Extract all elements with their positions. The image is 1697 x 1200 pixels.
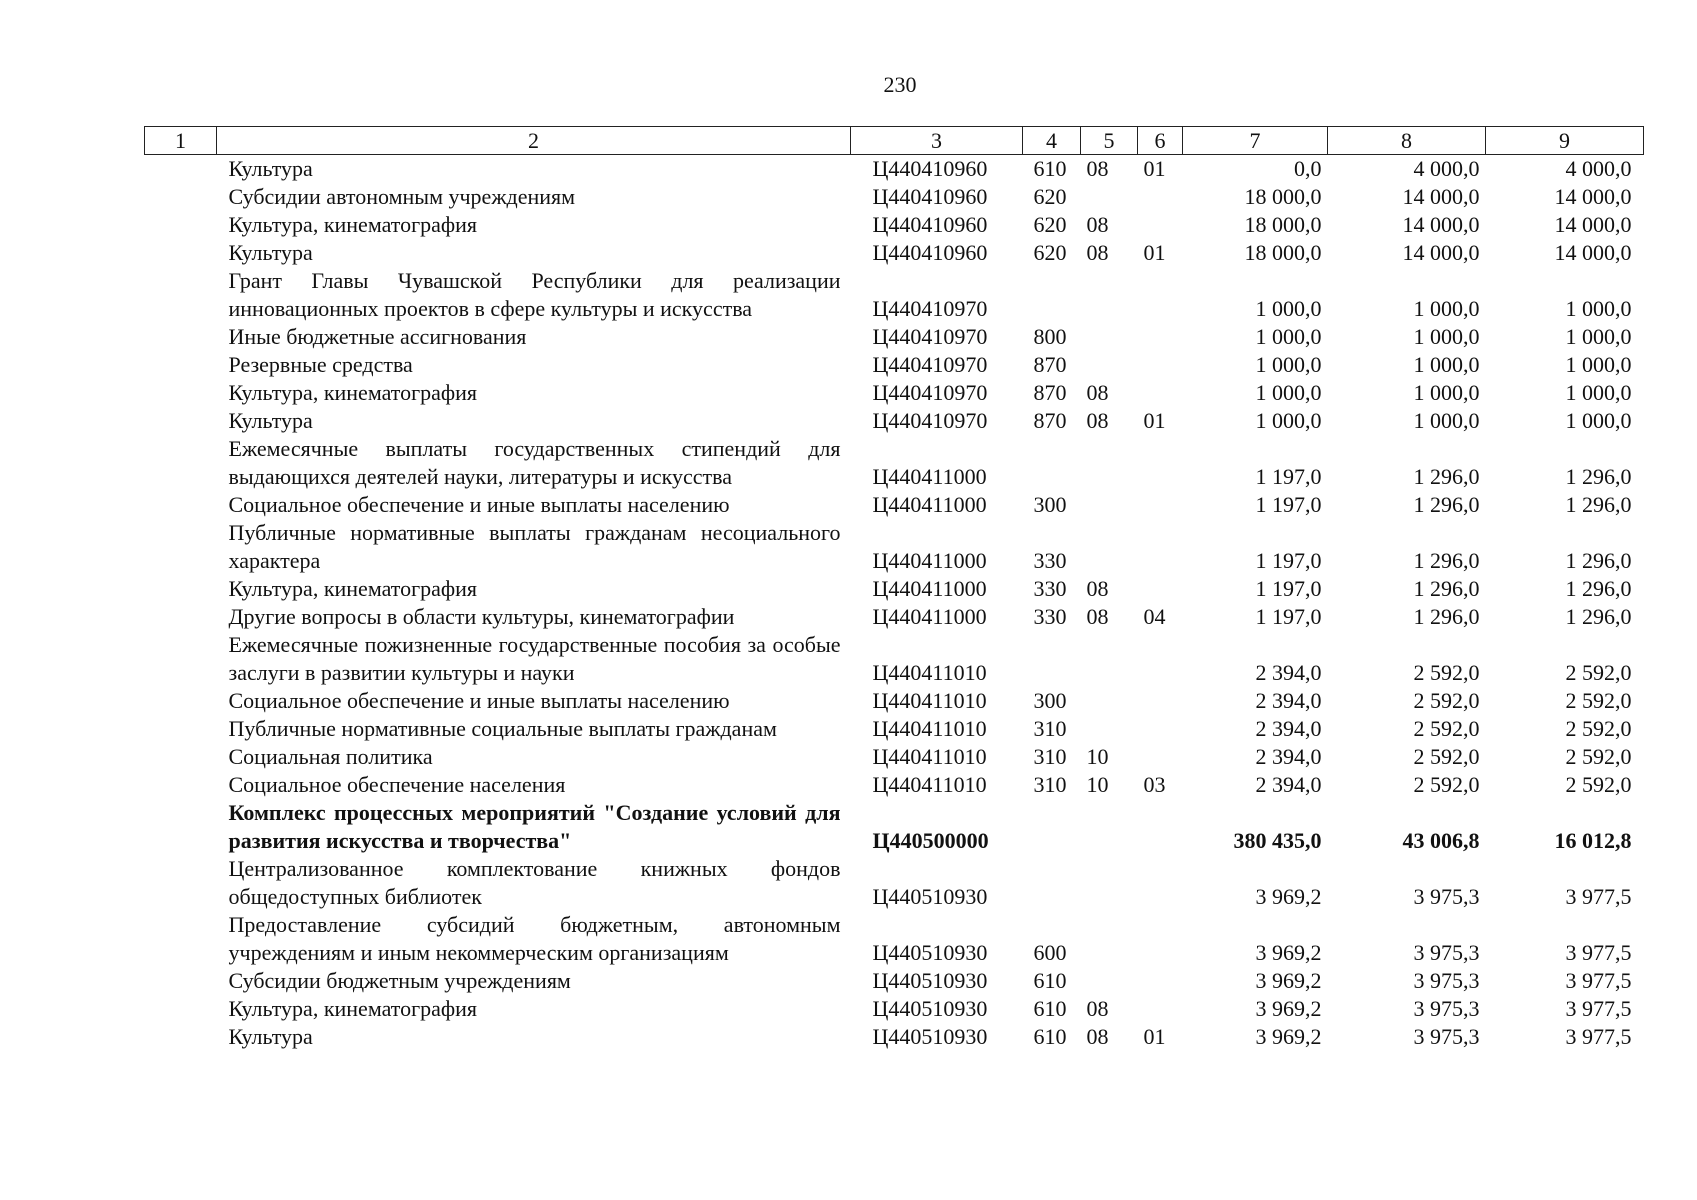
row-number-cell xyxy=(145,1023,217,1051)
column-header-5: 5 xyxy=(1081,127,1138,155)
row-number-cell xyxy=(145,379,217,407)
row-col6-cell: 01 xyxy=(1143,240,1166,265)
row-name-cell: Комплекс процессных мероприятий "Создание условий для развития искусства и творчества" xyxy=(228,800,841,853)
row-col5-cell xyxy=(1081,435,1138,491)
row-number-cell xyxy=(145,351,217,379)
row-number-cell xyxy=(145,715,217,743)
table-row xyxy=(145,631,1644,687)
row-amount-col9: 1 296,0 xyxy=(1565,604,1632,629)
row-amount-col9: 2 592,0 xyxy=(1565,772,1632,797)
row-code-cell: Ц440411010 xyxy=(872,660,987,685)
table-row xyxy=(145,183,1644,211)
row-number-cell xyxy=(145,799,217,855)
row-col5-cell: 10 xyxy=(1086,772,1109,797)
row-code-cell: Ц440510930 xyxy=(872,968,988,993)
table-row xyxy=(145,155,1644,184)
row-amount-col7: 2 394,0 xyxy=(1255,772,1322,797)
row-code-cell: Ц440410960 xyxy=(872,240,988,265)
row-amount-col9: 1 296,0 xyxy=(1565,548,1632,573)
table-row xyxy=(145,323,1644,351)
row-number-cell xyxy=(145,211,217,239)
row-amount-col9: 3 977,5 xyxy=(1565,968,1632,993)
row-col5-cell: 10 xyxy=(1086,744,1109,769)
row-code-cell: Ц440410970 xyxy=(872,380,988,405)
row-col5-cell: 08 xyxy=(1086,212,1109,237)
row-amount-col7: 18 000,0 xyxy=(1244,212,1322,237)
row-col6-cell xyxy=(1138,435,1183,491)
row-amount-col8: 14 000,0 xyxy=(1402,240,1480,265)
row-amount-col7: 1 197,0 xyxy=(1255,576,1322,601)
row-number-cell xyxy=(145,743,217,771)
row-amount-col8: 1 296,0 xyxy=(1413,548,1480,573)
row-amount-col7: 2 394,0 xyxy=(1255,688,1322,713)
row-amount-col9: 3 977,5 xyxy=(1565,1024,1632,1049)
row-col5-cell: 08 xyxy=(1086,408,1109,433)
row-amount-col7: 3 969,2 xyxy=(1255,1024,1322,1049)
table-row xyxy=(145,603,1644,631)
row-amount-col7: 1 197,0 xyxy=(1255,548,1322,573)
table-row xyxy=(145,687,1644,715)
row-name-cell: Иные бюджетные ассигнования xyxy=(228,324,527,349)
row-number-cell xyxy=(145,687,217,715)
row-name-cell: Культура xyxy=(228,408,313,433)
row-amount-col9: 14 000,0 xyxy=(1554,240,1632,265)
row-col6-cell xyxy=(1138,715,1183,743)
table-header xyxy=(145,127,1644,155)
row-col4-cell: 300 xyxy=(1033,492,1067,517)
row-col4-cell: 620 xyxy=(1033,240,1067,265)
table-row xyxy=(145,799,1644,855)
row-number-cell xyxy=(145,435,217,491)
row-amount-col8: 1 000,0 xyxy=(1413,296,1480,321)
row-name-cell: Централизованное комплектование книжных фондов общедоступных библиотек xyxy=(228,856,841,909)
row-amount-col7: 2 394,0 xyxy=(1255,716,1322,741)
row-col4-cell: 610 xyxy=(1033,156,1067,181)
row-code-cell: Ц440410960 xyxy=(872,184,988,209)
column-header-4: 4 xyxy=(1023,127,1081,155)
row-amount-col8: 2 592,0 xyxy=(1413,716,1480,741)
column-header-6: 6 xyxy=(1138,127,1183,155)
row-col6-cell xyxy=(1138,575,1183,603)
row-name-cell: Публичные нормативные социальные выплаты гражданам xyxy=(228,716,777,741)
budget-table xyxy=(144,126,1644,1051)
row-number-cell xyxy=(145,771,217,799)
row-col5-cell xyxy=(1081,715,1138,743)
row-code-cell: Ц440411010 xyxy=(872,744,987,769)
row-amount-col8: 14 000,0 xyxy=(1402,212,1480,237)
row-col5-cell xyxy=(1081,519,1138,575)
row-amount-col7: 18 000,0 xyxy=(1244,240,1322,265)
row-col4-cell xyxy=(1023,855,1081,911)
row-amount-col9: 14 000,0 xyxy=(1554,184,1632,209)
row-amount-col7: 1 000,0 xyxy=(1255,324,1322,349)
row-amount-col7: 1 000,0 xyxy=(1255,380,1322,405)
table-row xyxy=(145,351,1644,379)
row-col6-cell xyxy=(1138,351,1183,379)
row-col6-cell: 01 xyxy=(1143,156,1166,181)
row-amount-col8: 3 975,3 xyxy=(1413,968,1480,993)
row-number-cell xyxy=(145,267,217,323)
row-col5-cell xyxy=(1081,267,1138,323)
row-amount-col9: 4 000,0 xyxy=(1565,156,1632,181)
row-code-cell: Ц440410970 xyxy=(872,408,988,433)
row-amount-col9: 1 296,0 xyxy=(1565,492,1632,517)
row-name-cell: Социальное обеспечение населения xyxy=(228,772,566,797)
row-amount-col8: 1 000,0 xyxy=(1413,352,1480,377)
row-col4-cell xyxy=(1023,631,1081,687)
row-col5-cell xyxy=(1081,351,1138,379)
row-col6-cell xyxy=(1138,491,1183,519)
row-amount-col9: 1 000,0 xyxy=(1565,352,1632,377)
row-amount-col7: 1 197,0 xyxy=(1255,492,1322,517)
row-col5-cell xyxy=(1081,967,1138,995)
row-code-cell: Ц440510930 xyxy=(872,996,988,1021)
row-amount-col8: 2 592,0 xyxy=(1413,688,1480,713)
row-col5-cell xyxy=(1081,631,1138,687)
table-body xyxy=(145,155,1644,1052)
row-amount-col7: 0,0 xyxy=(1294,156,1322,181)
row-amount-col9: 3 977,5 xyxy=(1565,884,1632,909)
row-col5-cell xyxy=(1081,183,1138,211)
row-amount-col9: 2 592,0 xyxy=(1565,660,1632,685)
column-header-9: 9 xyxy=(1486,127,1644,155)
row-name-cell: Социальное обеспечение и иные выплаты населению xyxy=(228,492,730,517)
row-col4-cell: 870 xyxy=(1033,352,1067,377)
row-col4-cell: 600 xyxy=(1033,940,1067,965)
row-col5-cell xyxy=(1081,323,1138,351)
row-amount-col9: 3 977,5 xyxy=(1565,996,1632,1021)
row-amount-col7: 1 000,0 xyxy=(1255,296,1322,321)
table-row xyxy=(145,435,1644,491)
row-amount-col8: 2 592,0 xyxy=(1413,660,1480,685)
row-number-cell xyxy=(145,239,217,267)
row-col4-cell: 610 xyxy=(1033,1024,1067,1049)
row-col5-cell xyxy=(1081,799,1138,855)
row-name-cell: Резервные средства xyxy=(228,352,413,377)
row-number-cell xyxy=(145,183,217,211)
row-number-cell xyxy=(145,407,217,435)
row-name-cell: Культура, кинематография xyxy=(228,576,478,601)
table-row xyxy=(145,379,1644,407)
row-col4-cell xyxy=(1023,435,1081,491)
row-col5-cell: 08 xyxy=(1086,380,1109,405)
row-col4-cell: 330 xyxy=(1033,548,1067,573)
row-number-cell xyxy=(145,967,217,995)
row-number-cell xyxy=(145,155,217,184)
row-code-cell: Ц440410970 xyxy=(872,324,988,349)
row-col4-cell: 310 xyxy=(1033,716,1067,741)
row-number-cell xyxy=(145,519,217,575)
row-amount-col9: 3 977,5 xyxy=(1565,940,1632,965)
row-code-cell: Ц440411000 xyxy=(872,492,987,517)
row-col6-cell xyxy=(1138,799,1183,855)
row-code-cell: Ц440410960 xyxy=(872,212,988,237)
row-col6-cell xyxy=(1138,267,1183,323)
column-header-8: 8 xyxy=(1328,127,1486,155)
row-name-cell: Публичные нормативные выплаты гражданам несоциального характера xyxy=(228,520,841,573)
row-name-cell: Ежемесячные выплаты государственных стипендий для выдающихся деятелей науки, литературы и искусства xyxy=(228,436,841,489)
table-row xyxy=(145,911,1644,967)
row-number-cell xyxy=(145,995,217,1023)
table-row xyxy=(145,267,1644,323)
row-code-cell: Ц440510930 xyxy=(872,1024,988,1049)
row-col4-cell: 870 xyxy=(1033,408,1067,433)
row-col5-cell: 08 xyxy=(1086,156,1109,181)
row-col6-cell: 01 xyxy=(1143,1024,1166,1049)
row-code-cell: Ц440500000 xyxy=(872,828,989,853)
row-number-cell xyxy=(145,631,217,687)
table-row xyxy=(145,715,1644,743)
table-row xyxy=(145,995,1644,1023)
row-col6-cell xyxy=(1138,995,1183,1023)
row-amount-col8: 3 975,3 xyxy=(1413,884,1480,909)
row-code-cell: Ц440411000 xyxy=(872,548,987,573)
row-name-cell: Ежемесячные пожизненные государственные пособия за особые заслуги в развитии культуры и науки xyxy=(228,632,841,685)
row-code-cell: Ц440411010 xyxy=(872,716,987,741)
row-amount-col7: 1 197,0 xyxy=(1255,464,1322,489)
row-col4-cell: 310 xyxy=(1033,772,1067,797)
row-col4-cell xyxy=(1023,267,1081,323)
row-name-cell: Культура xyxy=(228,156,313,181)
row-col6-cell: 01 xyxy=(1143,408,1166,433)
row-number-cell xyxy=(145,323,217,351)
row-amount-col9: 1 296,0 xyxy=(1565,464,1632,489)
table-row xyxy=(145,239,1644,267)
table-row xyxy=(145,1023,1644,1051)
row-col6-cell xyxy=(1138,631,1183,687)
row-number-cell xyxy=(145,575,217,603)
row-code-cell: Ц440510930 xyxy=(872,940,988,965)
row-code-cell: Ц440411000 xyxy=(872,576,987,601)
row-name-cell: Грант Главы Чувашской Республики для реализации инновационных проектов в сфере культуры и искусства xyxy=(228,268,841,321)
row-code-cell: Ц440411000 xyxy=(872,604,987,629)
row-amount-col8: 2 592,0 xyxy=(1413,772,1480,797)
row-number-cell xyxy=(145,855,217,911)
row-amount-col7: 18 000,0 xyxy=(1244,184,1322,209)
row-col6-cell xyxy=(1138,519,1183,575)
row-col4-cell xyxy=(1023,799,1081,855)
row-number-cell xyxy=(145,603,217,631)
row-col5-cell xyxy=(1081,491,1138,519)
row-amount-col8: 1 296,0 xyxy=(1413,464,1480,489)
row-amount-col8: 1 000,0 xyxy=(1413,408,1480,433)
row-code-cell: Ц440410970 xyxy=(872,352,988,377)
row-amount-col8: 3 975,3 xyxy=(1413,940,1480,965)
row-amount-col9: 1 000,0 xyxy=(1565,296,1632,321)
table-row xyxy=(145,743,1644,771)
table-row xyxy=(145,211,1644,239)
row-amount-col8: 14 000,0 xyxy=(1402,184,1480,209)
row-col6-cell xyxy=(1138,211,1183,239)
column-header-7: 7 xyxy=(1183,127,1328,155)
row-amount-col8: 1 296,0 xyxy=(1413,492,1480,517)
row-col4-cell: 610 xyxy=(1033,968,1067,993)
row-amount-col9: 2 592,0 xyxy=(1565,716,1632,741)
row-name-cell: Субсидии автономным учреждениям xyxy=(228,184,576,209)
row-number-cell xyxy=(145,491,217,519)
row-col4-cell: 620 xyxy=(1033,212,1067,237)
table-row xyxy=(145,491,1644,519)
row-amount-col9: 1 000,0 xyxy=(1565,380,1632,405)
row-col4-cell: 330 xyxy=(1033,576,1067,601)
row-amount-col8: 3 975,3 xyxy=(1413,996,1480,1021)
row-name-cell: Субсидии бюджетным учреждениям xyxy=(228,968,571,993)
row-name-cell: Культура, кинематография xyxy=(228,996,478,1021)
table-row xyxy=(145,771,1644,799)
row-amount-col9: 1 296,0 xyxy=(1565,576,1632,601)
row-col5-cell: 08 xyxy=(1086,1024,1109,1049)
row-amount-col8: 1 296,0 xyxy=(1413,604,1480,629)
row-col5-cell: 08 xyxy=(1086,576,1109,601)
row-code-cell: Ц440411010 xyxy=(872,772,987,797)
row-amount-col9: 1 000,0 xyxy=(1565,408,1632,433)
row-col6-cell xyxy=(1138,323,1183,351)
row-col5-cell: 08 xyxy=(1086,604,1109,629)
row-col4-cell: 310 xyxy=(1033,744,1067,769)
row-name-cell: Культура xyxy=(228,240,313,265)
row-col5-cell xyxy=(1081,855,1138,911)
row-amount-col8: 1 000,0 xyxy=(1413,324,1480,349)
row-name-cell: Культура, кинематография xyxy=(228,380,478,405)
row-name-cell: Социальная политика xyxy=(228,744,433,769)
row-col6-cell xyxy=(1138,183,1183,211)
row-name-cell: Предоставление субсидий бюджетным, автономным учреждениям и иным некоммерческим организациям xyxy=(228,912,841,965)
row-col6-cell: 03 xyxy=(1143,772,1166,797)
row-amount-col7: 3 969,2 xyxy=(1255,968,1322,993)
row-amount-col7: 1 000,0 xyxy=(1255,408,1322,433)
row-col4-cell: 870 xyxy=(1033,380,1067,405)
row-col6-cell xyxy=(1138,967,1183,995)
table-row xyxy=(145,967,1644,995)
row-col5-cell: 08 xyxy=(1086,996,1109,1021)
row-amount-col8: 1 000,0 xyxy=(1413,380,1480,405)
row-col5-cell xyxy=(1081,911,1138,967)
row-col4-cell: 800 xyxy=(1033,324,1067,349)
row-col6-cell: 04 xyxy=(1143,604,1166,629)
row-amount-col9: 1 000,0 xyxy=(1565,324,1632,349)
row-name-cell: Социальное обеспечение и иные выплаты населению xyxy=(228,688,730,713)
row-col6-cell xyxy=(1138,687,1183,715)
row-col6-cell xyxy=(1138,379,1183,407)
row-code-cell: Ц440410970 xyxy=(872,296,988,321)
row-col5-cell: 08 xyxy=(1086,240,1109,265)
row-col4-cell: 620 xyxy=(1033,184,1067,209)
row-amount-col8: 2 592,0 xyxy=(1413,744,1480,769)
row-amount-col7: 1 000,0 xyxy=(1255,352,1322,377)
row-amount-col9: 16 012,8 xyxy=(1554,828,1632,853)
row-col6-cell xyxy=(1138,855,1183,911)
row-name-cell: Культура, кинематография xyxy=(228,212,478,237)
page-number: 230 xyxy=(883,72,917,97)
row-amount-col7: 2 394,0 xyxy=(1255,744,1322,769)
row-amount-col7: 3 969,2 xyxy=(1255,996,1322,1021)
row-name-cell: Другие вопросы в области культуры, кинематографии xyxy=(228,604,735,629)
column-header-1: 1 xyxy=(145,127,217,155)
column-header-2: 2 xyxy=(217,127,851,155)
row-amount-col7: 3 969,2 xyxy=(1255,884,1322,909)
column-header-3: 3 xyxy=(851,127,1023,155)
header-row xyxy=(145,127,1644,155)
row-code-cell: Ц440410960 xyxy=(872,156,988,181)
row-amount-col7: 1 197,0 xyxy=(1255,604,1322,629)
row-code-cell: Ц440510930 xyxy=(872,884,988,909)
row-amount-col7: 2 394,0 xyxy=(1255,660,1322,685)
row-code-cell: Ц440411010 xyxy=(872,688,987,713)
row-col6-cell xyxy=(1138,911,1183,967)
row-amount-col8: 1 296,0 xyxy=(1413,576,1480,601)
row-number-cell xyxy=(145,911,217,967)
table-row xyxy=(145,407,1644,435)
row-col5-cell xyxy=(1081,687,1138,715)
row-amount-col8: 43 006,8 xyxy=(1402,828,1480,853)
row-amount-col7: 380 435,0 xyxy=(1233,828,1322,853)
row-amount-col9: 2 592,0 xyxy=(1565,744,1632,769)
row-amount-col8: 3 975,3 xyxy=(1413,1024,1480,1049)
row-col4-cell: 610 xyxy=(1033,996,1067,1021)
row-col6-cell xyxy=(1138,743,1183,771)
row-name-cell: Культура xyxy=(228,1024,313,1049)
row-col4-cell: 300 xyxy=(1033,688,1067,713)
row-amount-col9: 2 592,0 xyxy=(1565,688,1632,713)
table-row xyxy=(145,575,1644,603)
row-col4-cell: 330 xyxy=(1033,604,1067,629)
row-amount-col9: 14 000,0 xyxy=(1554,212,1632,237)
row-amount-col7: 3 969,2 xyxy=(1255,940,1322,965)
table-row xyxy=(145,519,1644,575)
table-row xyxy=(145,855,1644,911)
row-amount-col8: 4 000,0 xyxy=(1413,156,1480,181)
row-code-cell: Ц440411000 xyxy=(872,464,987,489)
